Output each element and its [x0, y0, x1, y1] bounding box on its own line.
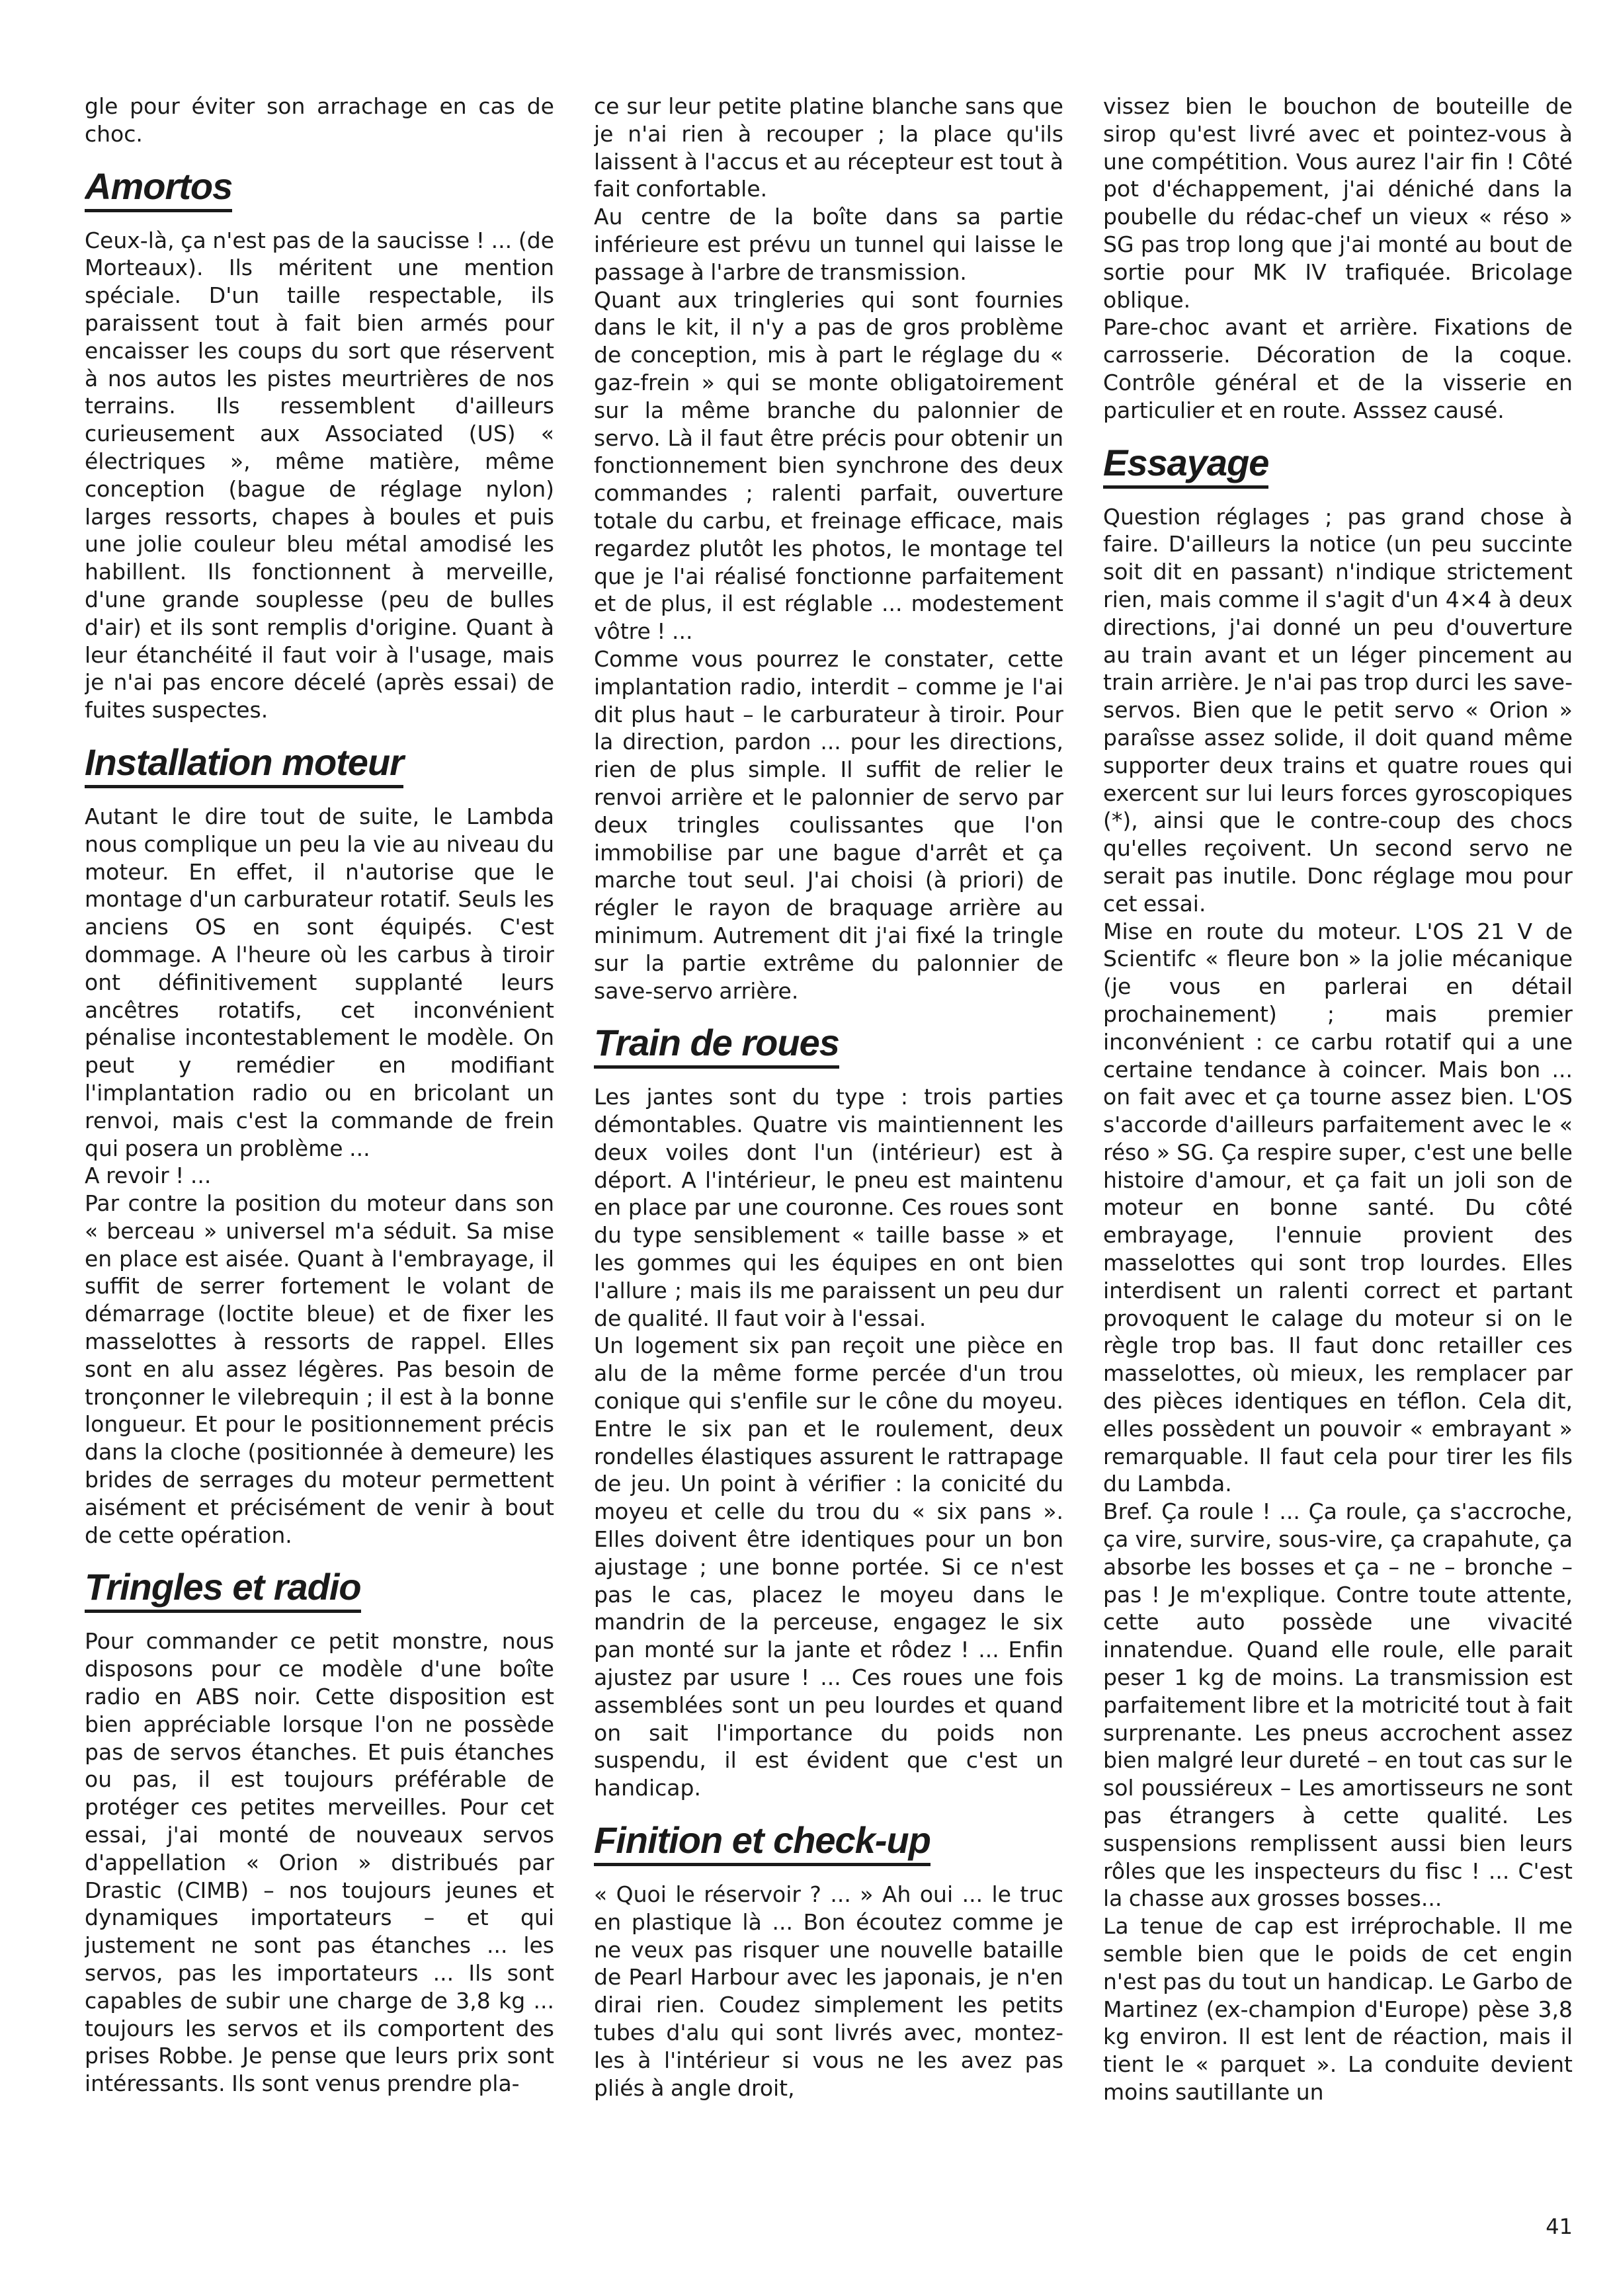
section-heading-wrapper	[85, 1549, 554, 1627]
body-paragraph: Pare-choc avant et arrière. Fixations de carrosserie. Décoration de la coque. Contrôle général et de la visserie en particulier et en route. Asssez causé.	[1103, 314, 1573, 423]
section-heading-wrapper	[85, 724, 554, 803]
body-paragraph: ce sur leur petite platine blanche sans que je n'ai rien à recouper ; la place qu'ils laissent à l'accus et au récepteur est tout à fait confortable.	[594, 93, 1063, 202]
body-paragraph: Autant le dire tout de suite, le Lambda nous complique un peu la vie au niveau du moteur. En effet, il n'autorise que le montage d'un carburateur rotatif. Seuls les anciens OS en sont équipés. C'est dommage. A l'heure où les carbus à tiroir ont définitivement supplanté leurs ancêtres rotatifs, cet inconvénient pénalise incontestablement le modèle. On peut y remédier en modifiant l'implantation radio ou en bricolant un renvoi, mais c'est la commande de frein qui posera un problème ...	[85, 803, 554, 1161]
body-paragraph: Un logement six pan reçoit une pièce en alu de la même forme percée d'un trou conique qui s'enfile sur le cône du moyeu. Entre le six pan et le roulement, deux rondelles élastiques assurent le rattrapage de jeu. Un point à vérifier : la conicité du moyeu et celle du trou du « six pans ». Elles doivent être identiques pour un bon ajustage ; une bonne portée. Si ce n'est pas le cas, placez le moyeu dans le mandrin de la perceuse, engagez le six pan monté sur la jante et rôdez ! ... Enfin ajustez par usure ! ... Ces roues une fois assemblées sont un peu lourdes et quand on sait l'importance du poids non suspendu, il est évident que c'est un handicap.	[594, 1332, 1063, 1801]
section-heading: Installation moteur	[85, 741, 403, 788]
body-paragraph: Au centre de la boîte dans sa partie inférieure est prévu un tunnel qui laisse le passage à l'arbre de transmission.	[594, 204, 1063, 285]
body-paragraph: La tenue de cap est irréprochable. Il me semble bien que le poids de cet engin n'est pas du tout un handicap. Le Garbo de Martinez (ex-champion d'Europe) pèse 3,8 kg environ. Il est lent de réaction, mais il tient le « parquet ». La conduite devient moins sautillante un	[1103, 1913, 1573, 2105]
body-paragraph: Quant aux tringleries qui sont fournies dans le kit, il n'y a pas de gros problème de conception, mis à part le réglage du « gaz-frein » qui se monte obligatoirement sur la même branche du palonnier de servo. Là il faut être précis pour obtenir un fonctionnement bien synchrone des deux commandes ; ralenti parfait, ouverture totale du carbu, et freinage efficace, mais regardez plutôt les photos, le montage tel que je l'ai réalisé fonctionne parfaitement et de plus, il est réglable ... modestement vôtre ! ...	[594, 286, 1063, 645]
body-paragraph: vissez bien le bouchon de bouteille de sirop qu'est livré avec et pointez-vous à une compétition. Vous aurez l'air fin ! Côté pot d'échappement, j'ai déniché dans la poubelle du rédac-chef un vieux « réso » SG pas trop long que j'ai monté au bout de sortie pour MK IV trafiquée. Bricolage oblique.	[1103, 93, 1573, 313]
section-heading-wrapper	[85, 148, 554, 227]
body-paragraph: Ceux-là, ça n'est pas de la saucisse ! ... (de Morteaux). Ils méritent une mention spéciale. D'un taille respectable, ils paraissent tout à fait bien armés pour encaisser les coups du sort que réservent à nos autos les pistes meurtrières de nos terrains. Ils ressemblent d'ailleurs curieusement aux Associated (US) « électriques », même matière, même conception (bague de réglage nylon) larges ressorts, chapes à boules et puis une jolie couleur bleu métal amodisé les habillent. Ils fonctionnent à merveille, d'une grande souplesse (peu de bulles d'air) et ils sont remplis d'origine. Quant à leur étanchéité il faut voir à l'usage, mais je n'ai pas encore décelé (après essai) de fuites suspectes.	[85, 227, 554, 723]
body-paragraph: gle pour éviter son arrachage en cas de choc.	[85, 93, 554, 147]
body-paragraph: Les jantes sont du type : trois parties démontables. Quatre vis maintiennent les deux voiles dont l'un (intérieur) est à déport. A l'intérieur, le pneu est maintenu en place par une couronne. Ces roues sont du type sensiblement « taille basse » et les gommes qui les équipes en ont bien l'allure ; mais ils me paraissent un peu dur de qualité. Il faut voir à l'essai.	[594, 1084, 1063, 1331]
page-number: 41	[1546, 2214, 1573, 2239]
body-paragraph: Bref. Ça roule ! ... Ça roule, ça s'accroche, ça vire, survire, sous-vire, ça crapahute, ça absorbe les bosses et ça – ne – bronche – pas ! Je m'explique. Contre toute attente, cette auto possède une vivacité innatendue. Quand elle roule, elle parait peser 1 kg de moins. La transmission est parfaitement libre et la motricité tout à fait surprenante. Les pneus accrochent assez bien malgré leur dureté – en tout cas sur le sol poussiéreux – Les amortisseurs ne sont pas étrangers à cette qualité. Les suspensions remplissent aussi bien leurs rôles que les inspecteurs du fisc ! ... C'est la chasse aux grosses bosses...	[1103, 1498, 1573, 1912]
body-paragraph: Par contre la position du moteur dans son « berceau » universel m'a séduit. Sa mise en place est aisée. Quant à l'embrayage, il suffit de serrer fortement le volant de démarrage (loctite bleue) et de fixer les masselottes à ressorts de rappel. Elles sont en alu assez légères. Pas besoin de tronçonner le vilebrequin ; il est à la bonne longueur. Et pour le positionnement précis dans la cloche (positionnée à demeure) les brides de serrages du moteur permettent aisément et précisément de venir à bout de cette opération.	[85, 1190, 554, 1548]
text-column-2	[594, 93, 1063, 2235]
body-paragraph: « Quoi le réservoir ? ... » Ah oui ... le truc en plastique là ... Bon écoutez comme je ne veux pas risquer une nouvelle bataille de Pearl Harbour avec les japonais, je n'en dirai rien. Coudez simplement les petits tubes d'alu qui sont livrés avec, montez-les à l'intérieur si vous ne les avez pas pliés à angle droit,	[594, 1881, 1063, 2101]
section-heading: Finition et check-up	[594, 1819, 930, 1866]
section-heading: Essayage	[1103, 442, 1268, 489]
text-column-1	[85, 93, 554, 2235]
body-paragraph: Mise en route du moteur. L'OS 21 V de Scientifc « fleure bon » la jolie mécanique (je vous en parlerai en détail prochainement) ; mais premier inconvénient : ce carbu rotatif qui a une certaine tendance à coincer. Mais bon ... on fait avec et ça tourne assez bien. L'OS s'accorde d'ailleurs parfaitement avec le « réso » SG. Ça respire super, c'est une belle histoire d'amour, et ça fait un joli son de moteur en bonne santé. Du côté embrayage, l'ennuie provient des masselottes qui sont trop lourdes. Elles interdisent un ralenti correct et partant provoquent le calage du moteur si on le règle trop bas. Il faut donc retailler ces masselottes, où mieux, les remplacer par des pièces identiques en téflon. Cela dit, elles possèdent un pouvoir « embrayant » remarquable. Il faut cela pour tirer les fils du Lambda.	[1103, 918, 1573, 1497]
body-paragraph: A revoir ! ...	[85, 1163, 212, 1189]
section-heading-wrapper	[594, 1802, 1063, 1881]
section-heading: Tringles et radio	[85, 1566, 361, 1613]
body-paragraph: Pour commander ce petit monstre, nous disposons pour ce modèle d'une boîte radio en ABS noir. Cette disposition est bien appréciable lorsque l'on ne possède pas de servos étanches. Et puis étanches ou pas, il est toujours préférable de protéger ces petites merveilles. Pour cet essai, j'ai monté de nouveaux servos d'appellation « Orion » distribués par Drastic (CIMB) – nos toujours jeunes et dynamiques importateurs – et qui justement ne sont pas étanches ... les servos, pas les importateurs ... Ils sont capables de subir une charge de 3,8 kg ... toujours les servos et ils comportent des prises Robbe. Je pense que leurs prix sont intéressants. Ils sont venus prendre pla-	[85, 1628, 554, 2097]
text-column-3	[1103, 93, 1573, 2235]
body-paragraph: Comme vous pourrez le constater, cette implantation radio, interdit – comme je l'ai dit plus haut – le carburateur à tiroir. Pour la direction, pardon ... pour les directions, rien de plus simple. Il suffit de relier le renvoi arrière et le palonnier de servo par deux tringles coulissantes que l'on immobilise par une bague d'arrêt et ça marche tout seul. J'ai choisi (à priori) de régler le rayon de braquage arrière au minimum. Autrement dit j'ai fixé la tringle sur la partie extrême du palonnier de save-servo arrière.	[594, 645, 1063, 1004]
section-heading: Train de roues	[594, 1022, 839, 1069]
body-paragraph: Question réglages ; pas grand chose à faire. D'ailleurs la notice (un peu succinte soit dit en passant) n'indique strictement rien, mais comme il s'agit d'un 4×4 à deux directions, j'ai donné un peu d'ouverture au train avant et un léger pincement au train arrière. Je n'ai pas trop durci les save-servos. Bien que le petit servo « Orion » paraîsse assez solide, il doit quand même supporter deux trains et quatre roues qui exercent sur lui leurs forces gyroscopiques (*), ainsi que le contre-coup des chocs qu'elles reçoivent. Un second servo ne serait pas inutile. Donc réglage mou pour cet essai.	[1103, 503, 1573, 917]
section-heading-wrapper	[1103, 425, 1573, 503]
section-heading: Amortos	[85, 165, 232, 212]
section-heading-wrapper	[594, 1004, 1063, 1083]
